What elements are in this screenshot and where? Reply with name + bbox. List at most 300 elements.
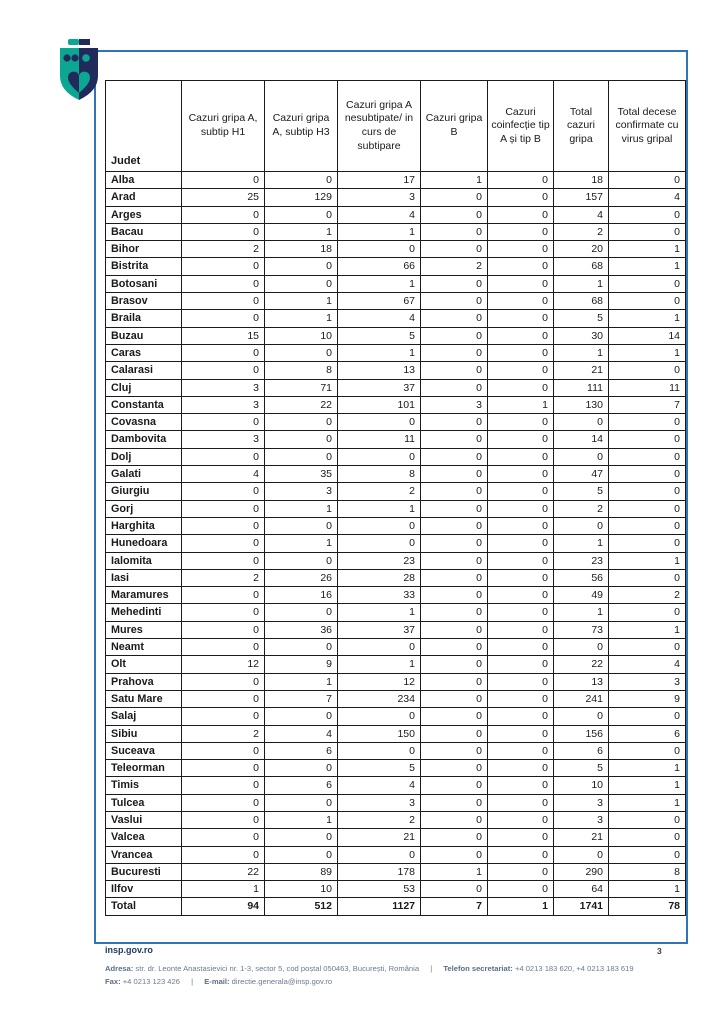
value-cell: 0 bbox=[421, 673, 488, 690]
value-cell: 22 bbox=[265, 396, 338, 413]
value-cell: 0 bbox=[488, 293, 554, 310]
value-cell: 1 bbox=[609, 621, 686, 638]
value-cell: 0 bbox=[421, 344, 488, 361]
address-value: str. dr. Leonte Anastasievici nr. 1-3, sector 5, cod poștal 050463, București, România bbox=[135, 964, 420, 973]
value-cell: 26 bbox=[265, 569, 338, 586]
value-cell: 0 bbox=[609, 466, 686, 483]
county-name-cell: Ilfov bbox=[106, 881, 182, 898]
value-cell: 22 bbox=[554, 656, 609, 673]
value-cell: 0 bbox=[609, 535, 686, 552]
value-cell: 1 bbox=[609, 794, 686, 811]
county-name-cell: Bistrita bbox=[106, 258, 182, 275]
county-name-cell: Prahova bbox=[106, 673, 182, 690]
county-name-cell: Teleorman bbox=[106, 760, 182, 777]
value-cell: 49 bbox=[554, 587, 609, 604]
value-cell: 0 bbox=[421, 552, 488, 569]
page-number: 3 bbox=[657, 946, 662, 956]
value-cell: 0 bbox=[182, 448, 265, 465]
table-row bbox=[106, 846, 686, 863]
value-cell: 0 bbox=[488, 379, 554, 396]
value-cell: 0 bbox=[182, 275, 265, 292]
value-cell: 0 bbox=[182, 172, 265, 189]
value-cell: 0 bbox=[182, 742, 265, 759]
table-row bbox=[106, 206, 686, 223]
value-cell: 1 bbox=[421, 863, 488, 880]
column-header: Cazuri gripa B bbox=[421, 81, 488, 172]
value-cell: 0 bbox=[421, 189, 488, 206]
value-cell: 78 bbox=[609, 898, 686, 915]
value-cell: 0 bbox=[488, 517, 554, 534]
value-cell: 8 bbox=[338, 466, 421, 483]
value-cell: 2 bbox=[182, 725, 265, 742]
value-cell: 23 bbox=[554, 552, 609, 569]
value-cell: 12 bbox=[338, 673, 421, 690]
value-cell: 0 bbox=[421, 241, 488, 258]
county-name-cell: Sibiu bbox=[106, 725, 182, 742]
logo-dot bbox=[71, 54, 78, 61]
value-cell: 3 bbox=[265, 483, 338, 500]
value-cell: 0 bbox=[338, 448, 421, 465]
table-row bbox=[106, 483, 686, 500]
value-cell: 0 bbox=[265, 552, 338, 569]
value-cell: 10 bbox=[265, 881, 338, 898]
table-row bbox=[106, 863, 686, 880]
table-row bbox=[106, 777, 686, 794]
email-value: directie.generala@insp.gov.ro bbox=[231, 977, 333, 986]
value-cell: 0 bbox=[182, 621, 265, 638]
value-cell: 0 bbox=[421, 535, 488, 552]
value-cell: 0 bbox=[421, 569, 488, 586]
value-cell: 0 bbox=[488, 223, 554, 240]
value-cell: 0 bbox=[421, 431, 488, 448]
value-cell: 1 bbox=[182, 881, 265, 898]
value-cell: 0 bbox=[488, 673, 554, 690]
county-name-cell: Bacau bbox=[106, 223, 182, 240]
value-cell: 1 bbox=[609, 258, 686, 275]
value-cell: 13 bbox=[338, 362, 421, 379]
value-cell: 0 bbox=[182, 811, 265, 828]
value-cell: 0 bbox=[488, 500, 554, 517]
value-cell: 0 bbox=[182, 500, 265, 517]
value-cell: 2 bbox=[554, 500, 609, 517]
value-cell: 30 bbox=[554, 327, 609, 344]
value-cell: 89 bbox=[265, 863, 338, 880]
table-row bbox=[106, 223, 686, 240]
value-cell: 0 bbox=[554, 639, 609, 656]
value-cell: 0 bbox=[421, 742, 488, 759]
value-cell: 0 bbox=[265, 846, 338, 863]
value-cell: 4 bbox=[338, 777, 421, 794]
table-row bbox=[106, 760, 686, 777]
county-name-cell: Covasna bbox=[106, 414, 182, 431]
address-label: Adresa: bbox=[105, 964, 134, 973]
table-header bbox=[106, 81, 686, 172]
value-cell: 0 bbox=[421, 448, 488, 465]
value-cell: 241 bbox=[554, 690, 609, 707]
table-row bbox=[106, 829, 686, 846]
value-cell: 0 bbox=[182, 223, 265, 240]
table-row bbox=[106, 881, 686, 898]
value-cell: 28 bbox=[338, 569, 421, 586]
table-row bbox=[106, 379, 686, 396]
value-cell: 0 bbox=[182, 293, 265, 310]
county-name-cell: Neamt bbox=[106, 639, 182, 656]
value-cell: 1 bbox=[265, 500, 338, 517]
value-cell: 1 bbox=[609, 760, 686, 777]
value-cell: 0 bbox=[488, 344, 554, 361]
value-cell: 130 bbox=[554, 396, 609, 413]
value-cell: 4 bbox=[554, 206, 609, 223]
value-cell: 21 bbox=[554, 829, 609, 846]
value-cell: 0 bbox=[554, 708, 609, 725]
value-cell: 4 bbox=[338, 206, 421, 223]
value-cell: 290 bbox=[554, 863, 609, 880]
value-cell: 0 bbox=[488, 327, 554, 344]
value-cell: 0 bbox=[488, 863, 554, 880]
value-cell: 0 bbox=[488, 552, 554, 569]
value-cell: 68 bbox=[554, 258, 609, 275]
footer-bar bbox=[105, 945, 665, 957]
value-cell: 21 bbox=[554, 362, 609, 379]
logo-hat-right bbox=[79, 39, 90, 45]
value-cell: 0 bbox=[182, 414, 265, 431]
value-cell: 1 bbox=[609, 310, 686, 327]
value-cell: 2 bbox=[554, 223, 609, 240]
table-row bbox=[106, 708, 686, 725]
value-cell: 0 bbox=[265, 206, 338, 223]
table-row bbox=[106, 621, 686, 638]
value-cell: 234 bbox=[338, 690, 421, 707]
value-cell: 0 bbox=[609, 206, 686, 223]
value-cell: 0 bbox=[338, 535, 421, 552]
column-header: Total cazuri gripa bbox=[554, 81, 609, 172]
value-cell: 0 bbox=[609, 846, 686, 863]
county-name-cell: Salaj bbox=[106, 708, 182, 725]
logo-dot bbox=[63, 54, 70, 61]
table-row bbox=[106, 310, 686, 327]
value-cell: 0 bbox=[338, 742, 421, 759]
value-cell: 0 bbox=[609, 172, 686, 189]
value-cell: 0 bbox=[554, 414, 609, 431]
value-cell: 73 bbox=[554, 621, 609, 638]
value-cell: 0 bbox=[488, 466, 554, 483]
table-row bbox=[106, 604, 686, 621]
value-cell: 2 bbox=[338, 811, 421, 828]
value-cell: 0 bbox=[488, 241, 554, 258]
value-cell: 67 bbox=[338, 293, 421, 310]
value-cell: 0 bbox=[421, 846, 488, 863]
county-name-cell: Vaslui bbox=[106, 811, 182, 828]
value-cell: 64 bbox=[554, 881, 609, 898]
value-cell: 3 bbox=[338, 189, 421, 206]
value-cell: 0 bbox=[182, 362, 265, 379]
value-cell: 1 bbox=[609, 241, 686, 258]
value-cell: 0 bbox=[182, 587, 265, 604]
value-cell: 94 bbox=[182, 898, 265, 915]
value-cell: 0 bbox=[182, 708, 265, 725]
value-cell: 3 bbox=[338, 794, 421, 811]
value-cell: 0 bbox=[609, 448, 686, 465]
value-cell: 0 bbox=[488, 604, 554, 621]
value-cell: 25 bbox=[182, 189, 265, 206]
value-cell: 11 bbox=[338, 431, 421, 448]
value-cell: 0 bbox=[609, 569, 686, 586]
county-name-cell: Harghita bbox=[106, 517, 182, 534]
county-name-cell: Giurgiu bbox=[106, 483, 182, 500]
column-header: Cazuri gripa A, subtip H1 bbox=[182, 81, 265, 172]
value-cell: 0 bbox=[609, 517, 686, 534]
county-name-cell: Total bbox=[106, 898, 182, 915]
value-cell: 0 bbox=[488, 569, 554, 586]
value-cell: 5 bbox=[554, 310, 609, 327]
value-cell: 0 bbox=[421, 794, 488, 811]
value-cell: 0 bbox=[488, 725, 554, 742]
value-cell: 0 bbox=[421, 760, 488, 777]
value-cell: 1 bbox=[338, 275, 421, 292]
value-cell: 1 bbox=[609, 777, 686, 794]
value-cell: 0 bbox=[554, 517, 609, 534]
value-cell: 0 bbox=[421, 587, 488, 604]
value-cell: 0 bbox=[488, 811, 554, 828]
value-cell: 0 bbox=[265, 708, 338, 725]
value-cell: 2 bbox=[338, 483, 421, 500]
value-cell: 0 bbox=[338, 708, 421, 725]
table-row bbox=[106, 535, 686, 552]
value-cell: 1 bbox=[338, 500, 421, 517]
value-cell: 129 bbox=[265, 189, 338, 206]
phone-value: +4 0213 183 620, +4 0213 183 619 bbox=[514, 964, 634, 973]
table-row bbox=[106, 725, 686, 742]
value-cell: 33 bbox=[338, 587, 421, 604]
value-cell: 0 bbox=[488, 846, 554, 863]
county-name-cell: Bucuresti bbox=[106, 863, 182, 880]
value-cell: 2 bbox=[421, 258, 488, 275]
value-cell: 512 bbox=[265, 898, 338, 915]
value-cell: 0 bbox=[609, 483, 686, 500]
county-name-cell: Mehedinti bbox=[106, 604, 182, 621]
county-name-cell: Olt bbox=[106, 656, 182, 673]
value-cell: 6 bbox=[265, 777, 338, 794]
value-cell: 0 bbox=[609, 639, 686, 656]
county-name-cell: Vrancea bbox=[106, 846, 182, 863]
county-name-cell: Caras bbox=[106, 344, 182, 361]
value-cell: 4 bbox=[609, 656, 686, 673]
county-name-cell: Satu Mare bbox=[106, 690, 182, 707]
column-header: Cazuri gripa A nesubtipate/ in curs de subtipare bbox=[338, 81, 421, 172]
value-cell: 1 bbox=[609, 881, 686, 898]
value-cell: 10 bbox=[265, 327, 338, 344]
county-name-cell: Constanta bbox=[106, 396, 182, 413]
value-cell: 4 bbox=[338, 310, 421, 327]
value-cell: 2 bbox=[182, 569, 265, 586]
value-cell: 0 bbox=[182, 760, 265, 777]
value-cell: 2 bbox=[609, 587, 686, 604]
value-cell: 20 bbox=[554, 241, 609, 258]
value-cell: 1 bbox=[421, 172, 488, 189]
value-cell: 9 bbox=[265, 656, 338, 673]
column-header: Cazuri gripa A, subtip H3 bbox=[265, 81, 338, 172]
value-cell: 0 bbox=[488, 431, 554, 448]
table-row bbox=[106, 293, 686, 310]
value-cell: 3 bbox=[554, 794, 609, 811]
value-cell: 11 bbox=[609, 379, 686, 396]
value-cell: 0 bbox=[488, 881, 554, 898]
logo-shield bbox=[60, 48, 98, 100]
fax-label: Fax: bbox=[105, 977, 121, 986]
footer-site-url: insp.gov.ro bbox=[105, 945, 153, 955]
value-cell: 0 bbox=[182, 483, 265, 500]
value-cell: 3 bbox=[182, 396, 265, 413]
value-cell: 68 bbox=[554, 293, 609, 310]
value-cell: 0 bbox=[182, 690, 265, 707]
value-cell: 1 bbox=[609, 552, 686, 569]
value-cell: 47 bbox=[554, 466, 609, 483]
value-cell: 0 bbox=[265, 344, 338, 361]
value-cell: 8 bbox=[609, 863, 686, 880]
logo-hat-left bbox=[68, 39, 79, 45]
value-cell: 0 bbox=[182, 206, 265, 223]
footer-address-line1 bbox=[105, 962, 650, 975]
value-cell: 0 bbox=[609, 275, 686, 292]
value-cell: 1 bbox=[554, 275, 609, 292]
column-header: Judet bbox=[106, 81, 182, 172]
email-label: E-mail: bbox=[204, 977, 230, 986]
county-name-cell: Dambovita bbox=[106, 431, 182, 448]
county-name-cell: Mures bbox=[106, 621, 182, 638]
value-cell: 3 bbox=[609, 673, 686, 690]
table-row bbox=[106, 448, 686, 465]
value-cell: 0 bbox=[265, 431, 338, 448]
value-cell: 0 bbox=[488, 535, 554, 552]
value-cell: 0 bbox=[182, 258, 265, 275]
county-name-cell: Iasi bbox=[106, 569, 182, 586]
table-row bbox=[106, 811, 686, 828]
logo-dot bbox=[82, 54, 90, 62]
county-name-cell: Valcea bbox=[106, 829, 182, 846]
value-cell: 35 bbox=[265, 466, 338, 483]
value-cell: 0 bbox=[265, 760, 338, 777]
table-header-row bbox=[106, 81, 686, 172]
value-cell: 18 bbox=[554, 172, 609, 189]
value-cell: 0 bbox=[488, 587, 554, 604]
value-cell: 6 bbox=[554, 742, 609, 759]
county-name-cell: Hunedoara bbox=[106, 535, 182, 552]
value-cell: 0 bbox=[421, 604, 488, 621]
value-cell: 18 bbox=[265, 241, 338, 258]
value-cell: 0 bbox=[421, 881, 488, 898]
table-row bbox=[106, 552, 686, 569]
value-cell: 0 bbox=[609, 414, 686, 431]
county-name-cell: Dolj bbox=[106, 448, 182, 465]
value-cell: 111 bbox=[554, 379, 609, 396]
value-cell: 0 bbox=[488, 258, 554, 275]
value-cell: 36 bbox=[265, 621, 338, 638]
value-cell: 1 bbox=[338, 223, 421, 240]
county-name-cell: Brasov bbox=[106, 293, 182, 310]
value-cell: 7 bbox=[265, 690, 338, 707]
value-cell: 0 bbox=[182, 639, 265, 656]
value-cell: 23 bbox=[338, 552, 421, 569]
table-row bbox=[106, 396, 686, 413]
value-cell: 22 bbox=[182, 863, 265, 880]
value-cell: 0 bbox=[421, 293, 488, 310]
value-cell: 0 bbox=[182, 517, 265, 534]
column-header: Total decese confirmate cu virus gripal bbox=[609, 81, 686, 172]
value-cell: 0 bbox=[488, 483, 554, 500]
value-cell: 0 bbox=[265, 275, 338, 292]
value-cell: 0 bbox=[609, 500, 686, 517]
flu-cases-by-county-table bbox=[105, 80, 686, 916]
value-cell: 0 bbox=[488, 621, 554, 638]
value-cell: 7 bbox=[609, 396, 686, 413]
table-row bbox=[106, 431, 686, 448]
value-cell: 0 bbox=[421, 517, 488, 534]
value-cell: 4 bbox=[182, 466, 265, 483]
table-row bbox=[106, 275, 686, 292]
value-cell: 0 bbox=[338, 517, 421, 534]
value-cell: 0 bbox=[488, 189, 554, 206]
value-cell: 0 bbox=[182, 535, 265, 552]
county-name-cell: Arges bbox=[106, 206, 182, 223]
value-cell: 1 bbox=[265, 673, 338, 690]
value-cell: 13 bbox=[554, 673, 609, 690]
value-cell: 0 bbox=[421, 777, 488, 794]
value-cell: 0 bbox=[182, 846, 265, 863]
value-cell: 37 bbox=[338, 621, 421, 638]
value-cell: 21 bbox=[338, 829, 421, 846]
county-name-cell: Maramures bbox=[106, 587, 182, 604]
table-row bbox=[106, 466, 686, 483]
value-cell: 1 bbox=[488, 396, 554, 413]
value-cell: 0 bbox=[488, 794, 554, 811]
value-cell: 1741 bbox=[554, 898, 609, 915]
value-cell: 1 bbox=[338, 604, 421, 621]
county-name-cell: Buzau bbox=[106, 327, 182, 344]
value-cell: 3 bbox=[182, 431, 265, 448]
value-cell: 0 bbox=[421, 310, 488, 327]
table-row bbox=[106, 690, 686, 707]
value-cell: 0 bbox=[338, 639, 421, 656]
value-cell: 0 bbox=[421, 725, 488, 742]
value-cell: 0 bbox=[421, 206, 488, 223]
table-row bbox=[106, 241, 686, 258]
table-row bbox=[106, 344, 686, 361]
value-cell: 14 bbox=[609, 327, 686, 344]
value-cell: 0 bbox=[182, 344, 265, 361]
value-cell: 0 bbox=[421, 811, 488, 828]
value-cell: 0 bbox=[182, 673, 265, 690]
value-cell: 0 bbox=[488, 448, 554, 465]
value-cell: 5 bbox=[338, 327, 421, 344]
value-cell: 0 bbox=[609, 708, 686, 725]
value-cell: 0 bbox=[609, 293, 686, 310]
county-name-cell: Suceava bbox=[106, 742, 182, 759]
value-cell: 0 bbox=[421, 708, 488, 725]
value-cell: 0 bbox=[265, 604, 338, 621]
footer-separator: | bbox=[430, 964, 433, 973]
value-cell: 0 bbox=[421, 483, 488, 500]
table-row bbox=[106, 742, 686, 759]
value-cell: 0 bbox=[265, 829, 338, 846]
table-row bbox=[106, 639, 686, 656]
insp-logo bbox=[57, 36, 101, 102]
table-row bbox=[106, 172, 686, 189]
value-cell: 3 bbox=[554, 811, 609, 828]
value-cell: 0 bbox=[182, 794, 265, 811]
value-cell: 2 bbox=[182, 241, 265, 258]
value-cell: 0 bbox=[182, 310, 265, 327]
value-cell: 0 bbox=[265, 517, 338, 534]
